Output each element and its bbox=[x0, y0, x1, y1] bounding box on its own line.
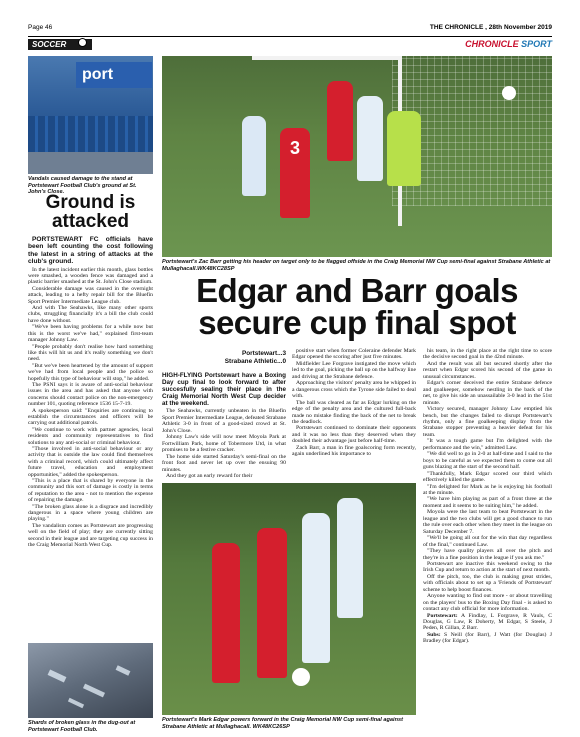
left-story-lead: PORTSTEWART FC officials have been left counting the cost following the latest in a string of attacks at the club's ground. bbox=[28, 236, 153, 266]
paragraph: Edgar's corner deceived the entire Strabane defence and goalkeeper, somehow nestling in the back of the net, to give his side an unassailable 3-0 lead in the 51st minute. bbox=[423, 380, 552, 406]
brand-logo bbox=[465, 39, 552, 50]
vandal-photo-caption: Vandals caused damage to the stand at Portstewart Football Club's ground at St. John's Close. bbox=[28, 176, 137, 196]
team-subs: Subs: S Neill (for Barr), J Watt (for Douglas) J Bradley (for Edgar). bbox=[423, 631, 553, 645]
header-action-photo bbox=[162, 56, 552, 257]
main-photo-caption: Portstewart's Zac Barr getting his header on target only to be flagged offside in the Craig Memorial NW Cup semi-final against Strabane Athletic at Mullaghacall.WK48KC28SP bbox=[162, 259, 551, 272]
paragraph: Zach Barr, a man in fine goalscoring form recently, again underlined his importance to bbox=[292, 444, 416, 458]
paragraph: The home side started Saturday's semi-final on the front foot and never let up over the ensuing 90 minutes. bbox=[162, 453, 286, 473]
player-number-3: 3 bbox=[280, 128, 310, 218]
folio-bar bbox=[28, 24, 552, 34]
main-story-lead: HIGH-FLYING Portstewart have a Boxing Day cup final to look forward to after succesfully sealing their place in the Craig Memorial North West Cup decider at the weekend. bbox=[162, 372, 286, 408]
player-figure bbox=[302, 513, 330, 663]
paragraph: "We'll be going all out for the win that day regardless of the final," continued Law. bbox=[423, 535, 552, 548]
paragraph: And with The Seahawks, like many other sports clubs, struggling financially it's a bill the club could have done without. bbox=[28, 305, 153, 324]
player-figure bbox=[357, 96, 383, 181]
scoreline bbox=[162, 350, 286, 365]
paragraph: In the latest incident earlier this month, glass bottles were smashed, a wooden fence was damaged and a plastic barrier smashed at the St. John's Close stadium. bbox=[28, 266, 153, 286]
paragraph: Midfielder Lee Forgrave instigated the move which led to the goal, picking the ball up on the halfway line and driving at the Strabane defence. bbox=[292, 360, 416, 380]
paragraph: "But we've been heartened by the amount of support we've had from local people and the police so hopefully this type of behaviour will stop," he added. bbox=[28, 362, 153, 382]
paragraph: "Those involved in anti-social behaviour or any activity that is outside the law could find themselves with a criminal record, which could ultimately affect future travel, education and employment opportunities," added the spokesperson. bbox=[28, 446, 153, 478]
left-story-headline: Ground is attacked bbox=[45, 192, 136, 232]
brand-sport: SPORT bbox=[521, 39, 552, 49]
paragraph: Johnny Law's side will now meet Moyola Park at Fortwilliam Park, home of Tobermore Utd, in what promises to be a festive cracker. bbox=[162, 434, 286, 454]
paragraph: "Thankfully, Mark Edgar scored our third which effectively killed the game. bbox=[423, 470, 552, 484]
paragraph: "It was a tough game but I'm delighted with the performance and the win," admitted Law. bbox=[423, 438, 552, 451]
paragraph: Portstewart continued to dominate their opponents and it was no less than they deserved when they doubled their advantage just before half-time. bbox=[292, 425, 416, 445]
player-figure bbox=[242, 116, 266, 196]
page-number: Page 46 bbox=[28, 24, 53, 31]
ball-icon bbox=[502, 86, 516, 100]
paragraph: "We did well to go in 2-0 at half-time and I said to the boys to be careful as we expected them to come out all guns blazing at the start of the second half. bbox=[423, 451, 552, 471]
player-figure bbox=[257, 528, 287, 678]
team-lineup: Portstewart: A Findlay, L Forgrave, R Vauls, C Douglas, G Law, R Doherty, M Edgar, S Steele, J Peden, R Gillan, Z Barr. bbox=[423, 612, 552, 632]
paragraph: "They have quality players all over the pitch and they're in a fine position in the league if you ask me." bbox=[423, 548, 552, 561]
paragraph: And the result was all but secured shortly after the restart when Edgar scored his second of the game in unusual circumstances. bbox=[423, 360, 552, 380]
paragraph: The vandalism comes as Portstewart are progressing well on the field of play; they are currently sitting second in their league and are targeting cup success in the Craig Memorial North West Cup. bbox=[28, 522, 153, 549]
paragraph: Victory secured, manager Johnny Law emptied his bench, but the changes failed to disrupt Portstewart's rhythm, only a fine goalkeeping display from the Strabane stopper preventing a heavier defeat for his team. bbox=[423, 406, 552, 438]
vandal-stand-photo bbox=[28, 56, 153, 174]
broken-glass-photo bbox=[28, 643, 153, 718]
section-label: SOCCER bbox=[28, 39, 92, 50]
paragraph: "We've been having problems for a while now but this is the worst we've had," explained first-team manager Johnny Law. bbox=[28, 324, 153, 344]
ball-icon bbox=[292, 668, 310, 686]
score-home: Portstewart...3 bbox=[241, 350, 286, 357]
section-bar bbox=[28, 36, 552, 49]
paragraph: The ball was cleared as far as Edgar lurking on the edge of the penalty area and the cultured full-back made no mistake finding the back of the net to break the deadlock. bbox=[292, 399, 416, 425]
paragraph: his team, in the right place at the right time to score the decisive second goal in the 42nd minute. bbox=[423, 348, 552, 361]
football-icon bbox=[78, 38, 87, 47]
stand-sign: port bbox=[76, 62, 152, 88]
masthead-date: THE CHRONICLE , 28th November 2019 bbox=[429, 24, 552, 31]
story-column-1 bbox=[162, 372, 286, 479]
goalkeeper-figure bbox=[387, 111, 421, 186]
paragraph: "The broken glass alone is a disgrace and incredibly dangerous in a space where young children are playing." bbox=[28, 503, 153, 523]
player-figure bbox=[327, 81, 353, 161]
paragraph: "People probably don't realise how hard something like this will hit us and it's really something we don't need. bbox=[28, 343, 153, 363]
story-column-2 bbox=[292, 348, 416, 458]
paragraph: Off the pitch, too, the club is making great strides, with officials about to set up a 'Friends of Portstewart' scheme to help boost finances. bbox=[423, 573, 552, 593]
paragraph: Considerable damage was caused in the overnight attack, leading to a hefty repair bill for the Bluefin Sport Premier Intermediate League club. bbox=[28, 285, 153, 305]
paragraph: "I'm delighted for Mark as he is enjoying his football at the minute. bbox=[423, 483, 552, 496]
paragraph: positive start when former Coleraine defender Mark Edgar opened the scoring after just five minutes. bbox=[292, 348, 416, 361]
paragraph: Portstewart are inactive this weekend owing to the Irish Cup and return to action at the start of next month. bbox=[423, 560, 552, 574]
player-figure bbox=[212, 543, 240, 683]
paragraph: Anyone wanting to find out more - or about travelling on the players' bus to the Boxing Day final - is asked to contact any club official for more information. bbox=[423, 593, 552, 613]
score-away: Strabane Athletic...0 bbox=[224, 357, 286, 365]
brand-chronicle: CHRONICLE bbox=[465, 39, 519, 49]
paragraph: Moyola were the last team to beat Portstewart in the league and the two clubs will get a good chance to run the rule over each other when they meet in the league on Saturday December 7. bbox=[423, 509, 552, 535]
story-column-3 bbox=[423, 348, 552, 645]
left-story-body bbox=[28, 236, 153, 549]
paragraph: The PSNI says it is aware of anti-social behaviour issues in the area and has asked that anyone with concerns should contact police on the non-emergency number 101, quoting reference 1536 15-7-19. bbox=[28, 381, 153, 408]
paragraph: Approaching the visitors' penalty area he whipped in a dangerous cross which the Tyrone side failed to deal with. bbox=[292, 380, 416, 400]
paragraph: A spokesperson said: "Enquiries are continuing to establish the circumstances and officers will be carrying out additional patrols. bbox=[28, 407, 153, 427]
player-figure bbox=[337, 498, 363, 618]
second-photo-caption: Portstewart's Mark Edgar powers forward in the Craig Memorial NW Cup semi-final against Strabane Athletic at Mullaghacall. WK48KC26SP bbox=[162, 717, 403, 730]
glass-photo-caption: Shards of broken glass in the dug-out at Portstewart Football Club. bbox=[28, 720, 136, 733]
edgar-action-photo bbox=[162, 483, 416, 715]
paragraph: The Seahawks, currently unbeaten in the Bluefin Sport Premier Intermediate League, defeated Strabane Athletic 3-0 in front of a good-sized crowd at St. John's Close. bbox=[162, 408, 286, 434]
paragraph: "We have him playing as part of a front three at the moment and it seems to be suiting him," he added. bbox=[423, 496, 552, 509]
main-headline: Edgar and Barr goals secure cup final spot bbox=[196, 272, 518, 341]
paragraph: "We continue to work with partner agencies, local residents and community representatives to find solutions to any anti-social or criminal behaviour. bbox=[28, 426, 153, 446]
paragraph: "This is a place that is shared by everyone in the community and this sort of damage is costly in terms of reputation to the area - not to mention the expense of repairing the damage. bbox=[28, 478, 153, 504]
paragraph: And they got an early reward for their bbox=[166, 473, 253, 479]
